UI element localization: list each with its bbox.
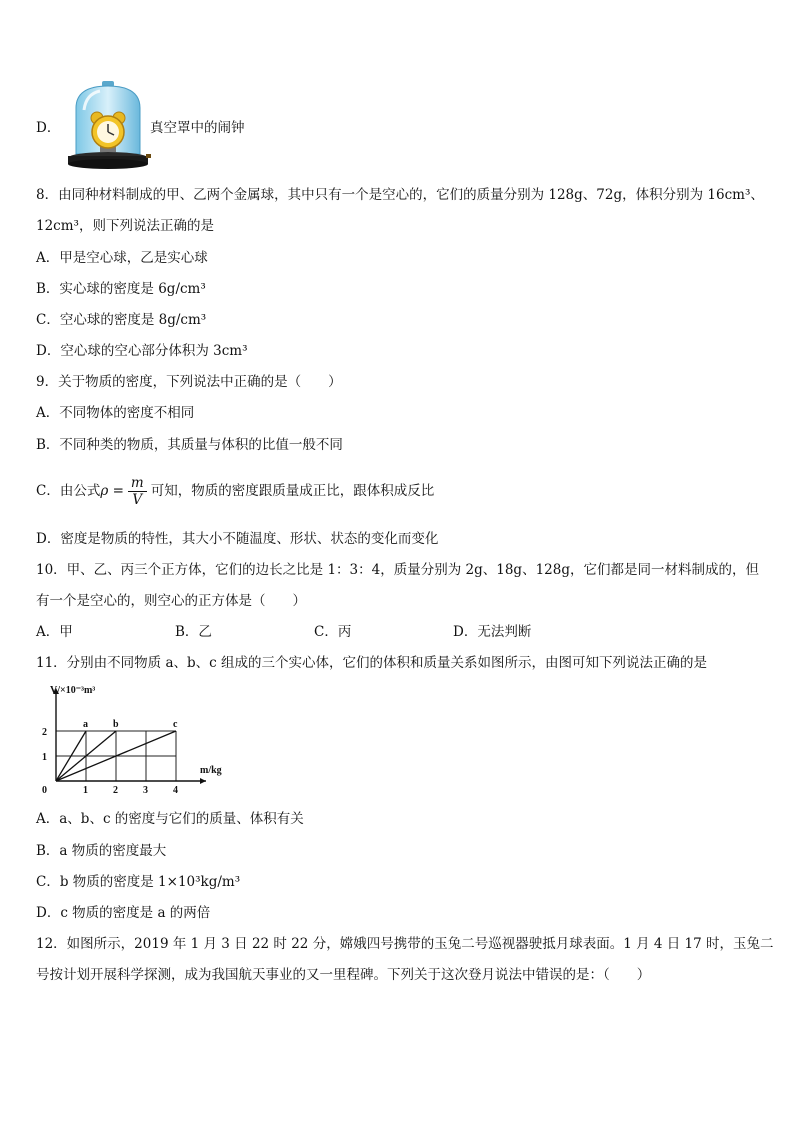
formula-numerator: m <box>128 475 147 492</box>
density-formula-fraction <box>128 475 147 508</box>
y-tick-label: 1 <box>42 752 47 763</box>
q12-stem-line2: 号按计划开展科学探测，成为我国航天事业的又一里程碑。下列关于这次登月说法中错误的是：（ ） <box>36 967 651 983</box>
equals-sign: = <box>112 483 124 499</box>
q11-option-a: A．a、b、c 的密度与它们的质量、体积有关 <box>36 811 304 827</box>
x-tick-label: 1 <box>83 785 88 796</box>
q7-option-d-label: D． <box>36 120 61 136</box>
q9-option-b: B．不同种类的物质，其质量与体积的比值一般不同 <box>36 437 343 453</box>
q9-option-d: D．密度是物质的特性，其大小不随温度、形状、状态的变化而变化 <box>36 531 439 547</box>
formula-denominator: V <box>132 492 143 508</box>
q9-option-c-suffix: 可知，物质的密度跟质量成正比，跟体积成反比 <box>150 483 435 499</box>
q10-option-d: D．无法判断 <box>453 624 532 640</box>
q10-option-c: C．丙 <box>314 624 352 640</box>
x-tick-label: 4 <box>173 785 178 796</box>
rho-symbol: ρ <box>100 483 109 499</box>
q11-option-b: B．a 物质的密度最大 <box>36 843 167 859</box>
q8-option-a: A．甲是空心球，乙是实心球 <box>36 250 208 266</box>
q9-option-c <box>36 474 434 508</box>
x-axis-arrow <box>200 778 206 784</box>
q10-stem-line2: 有一个是空心的，则空心的正方体是（ ） <box>36 593 306 609</box>
q10-option-b: B．乙 <box>175 624 212 640</box>
q11-stem: 11．分别由不同物质 a、b、c 组成的三个实心体，它们的体积和质量关系如图所示，由图可知下列说法正确的是 <box>36 655 708 671</box>
y-tick-label: 2 <box>42 727 47 738</box>
x-tick-label: 2 <box>113 785 118 796</box>
series-label-c: c <box>173 719 178 730</box>
series-label-a: a <box>83 719 88 730</box>
q10-option-a: A．甲 <box>36 624 73 640</box>
q8-option-b: B．实心球的密度是 6g/cm³ <box>36 281 206 297</box>
q8-option-d: D．空心球的空心部分体积为 3cm³ <box>36 343 248 359</box>
x-tick-label: 3 <box>143 785 148 796</box>
origin-label: 0 <box>42 785 47 796</box>
q11-option-d: D．c 物质的密度是 a 的两倍 <box>36 905 211 921</box>
q8-stem-line2: 12cm³，则下列说法正确的是 <box>36 218 214 234</box>
series-label-b: b <box>113 719 119 730</box>
q10-stem-line1: 10．甲、乙、丙三个正方体，它们的边长之比是 1：3：4，质量分别为 2g、18g、128g，它们都是同一材料制成的，但 <box>36 562 759 578</box>
q11-volume-mass-chart <box>36 684 236 800</box>
y-axis-label: V/×10⁻³m³ <box>50 685 96 696</box>
q9-option-c-prefix: C．由公式 <box>36 483 101 499</box>
q8-option-c: C．空心球的密度是 8g/cm³ <box>36 312 207 328</box>
q7-option-d-caption: 真空罩中的闹钟 <box>150 120 245 136</box>
q12-stem-line1: 12．如图所示，2019 年 1 月 3 日 22 时 22 分，嫦娥四号携带的玉兔二号巡视器驶抵月球表面。1 月 4 日 17 时，玉兔二 <box>36 936 774 952</box>
bell-jar-alarm-clock-icon <box>64 80 152 172</box>
x-axis-label: m/kg <box>200 765 222 776</box>
q9-stem: 9．关于物质的密度，下列说法中正确的是（ ） <box>36 374 342 390</box>
q11-option-c: C．b 物质的密度是 1×10³kg/m³ <box>36 874 241 890</box>
q8-stem-line1: 8．由同种材料制成的甲、乙两个金属球，其中只有一个是空心的，它们的质量分别为 128g、72g，体积分别为 16cm³、 <box>36 187 764 203</box>
q9-option-a: A．不同物体的密度不相同 <box>36 405 195 421</box>
